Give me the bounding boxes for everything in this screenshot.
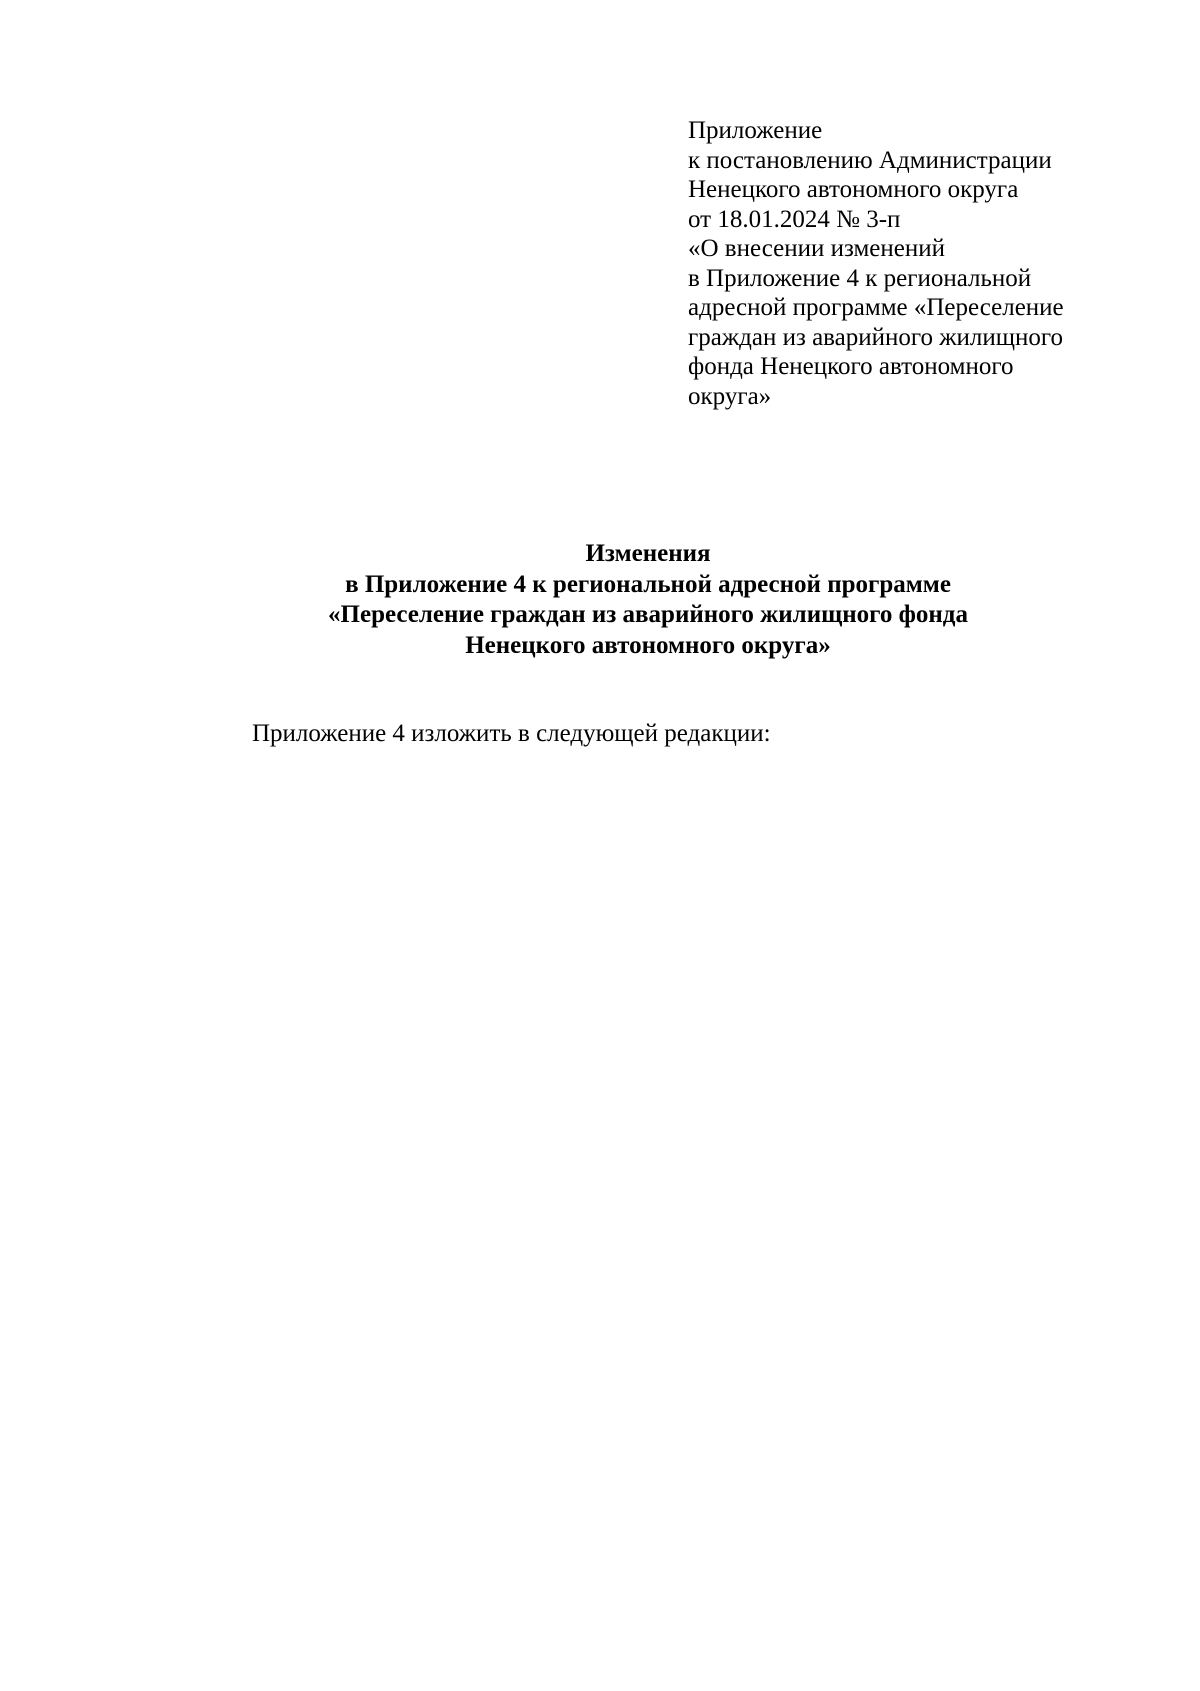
title-line: Изменения bbox=[585, 540, 711, 567]
appendix-header-line: округа» bbox=[688, 382, 772, 410]
appendix-header-line: Приложение bbox=[688, 117, 823, 144]
document-title bbox=[0, 539, 1200, 661]
appendix-header-line: Ненецкого автономного округа bbox=[688, 176, 1019, 203]
body-paragraph: Приложение 4 изложить в следующей редакции: bbox=[252, 720, 771, 747]
title-line: Ненецкого автономного округа» bbox=[465, 631, 831, 659]
appendix-header-line: фонда Ненецкого автономного bbox=[688, 353, 1014, 380]
appendix-header-line: в Приложение 4 к региональной bbox=[688, 264, 1032, 292]
appendix-header-line: «О внесении изменений bbox=[688, 235, 946, 262]
appendix-header-line: от 18.01.2024 № 3-п bbox=[688, 205, 901, 233]
title-line: в Приложение 4 к региональной адресной программе bbox=[345, 570, 951, 598]
title-line: «Переселение граждан из аварийного жилищного фонда bbox=[328, 601, 968, 628]
appendix-header bbox=[688, 116, 1148, 411]
appendix-header-line: граждан из аварийного жилищного bbox=[688, 323, 1064, 351]
appendix-header-line: адресной программе «Переселение bbox=[688, 294, 1064, 321]
appendix-header-line: к постановлению Администрации bbox=[688, 146, 1052, 174]
